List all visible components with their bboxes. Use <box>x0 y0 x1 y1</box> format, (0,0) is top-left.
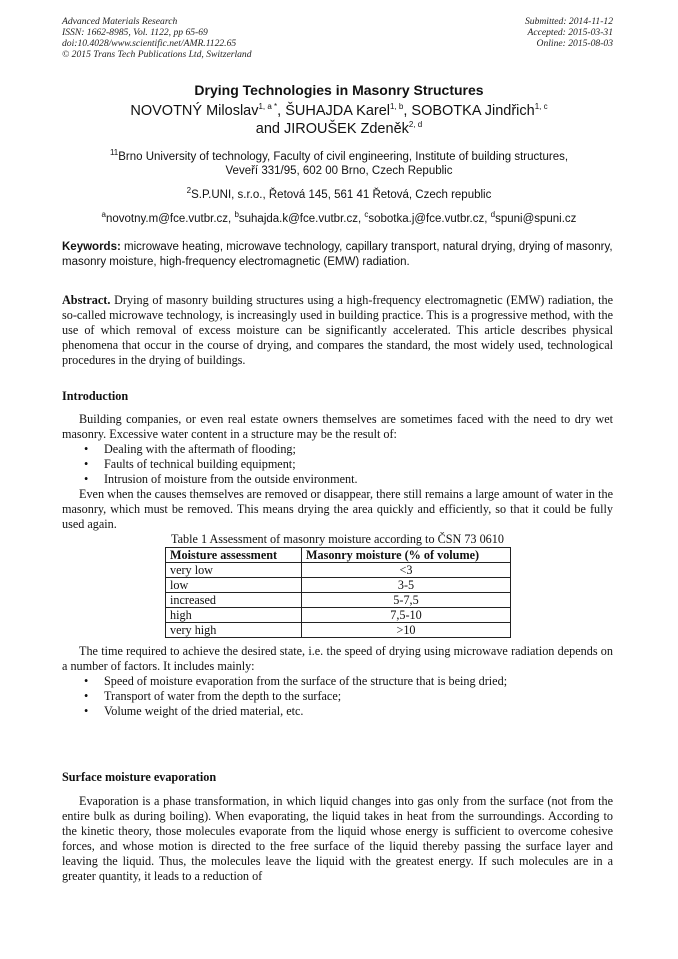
accepted-date: Accepted: 2015-03-31 <box>527 27 613 38</box>
column-header: Masonry moisture (% of volume) <box>302 548 511 563</box>
section-heading: Introduction <box>62 389 129 403</box>
section-heading: Surface moisture evaporation <box>62 770 217 784</box>
paragraph: The time required to achieve the desired state, i.e. the speed of drying using microwave radiation depends on a number of factors. It includes mainly: <box>62 644 613 673</box>
email[interactable]: $^c$sobotka.j@fce.vutbr.cz, <box>364 210 491 225</box>
affiliation-2: $^2$S.P.UNI, s.r.o., Řetová 145, 561 41 Řetová, Czech republic <box>186 186 492 201</box>
surface-evaporation-section <box>62 794 613 884</box>
table-caption: Table 1 Assessment of masonry moisture according to ČSN 73 0610 <box>171 532 504 546</box>
moisture-table <box>165 547 511 638</box>
bullet-list <box>62 674 613 719</box>
author: SOBOTKA Jindřich$^{1, c}$ <box>411 102 548 119</box>
introduction-section <box>62 412 613 719</box>
online-date: Online: 2015-08-03 <box>536 38 613 49</box>
table-cell: high <box>166 608 302 623</box>
journal-name: Advanced Materials Research <box>62 16 178 27</box>
issn-line: ISSN: 1662-8985, Vol. 1122, pp 65-69 <box>62 27 208 38</box>
table-row <box>166 578 511 593</box>
list-item: • Transport of water from the depth to the surface; <box>84 689 342 703</box>
email[interactable]: $^d$spuni@spuni.cz <box>490 210 577 225</box>
table-row <box>166 623 511 638</box>
keywords <box>62 240 613 270</box>
author: and JIROUŠEK Zdeněk$^{2, d}$ <box>255 120 423 137</box>
table-cell: 7,5-10 <box>302 608 511 623</box>
table-cell: increased <box>166 593 302 608</box>
email[interactable]: $^a$novotny.m@fce.vutbr.cz, <box>101 210 235 225</box>
table-cell: low <box>166 578 302 593</box>
doi-line[interactable]: doi:10.4028/www.scientific.net/AMR.1122.65 <box>62 38 237 49</box>
abstract-text: Drying of masonry building structures using a high-frequency electromagnetic (EMW) radiation, the so-called microwave technology, is increasingly used in building practice. This is a progressive method, with the use of which removal of excess moisture can be significantly accelerated. This article describes physical phenomena that occur in the course of drying, and compares the standard, the most widely used, technological procedures in the drying of buildings. <box>62 293 613 367</box>
abstract-label: Abstract. <box>62 293 111 307</box>
list-item: • Intrusion of moisture from the outside environment. <box>84 472 358 486</box>
author: NOVOTNÝ Miloslav$^{1, a *}$, <box>130 102 286 119</box>
table-cell: >10 <box>302 623 511 638</box>
author: ŠUHAJDA Karel$^{1, b}$, <box>285 102 412 119</box>
table-cell: 5-7,5 <box>302 593 511 608</box>
list-item: • Speed of moisture evaporation from the surface of the structure that is being dried; <box>84 674 508 688</box>
table-cell: very low <box>166 563 302 578</box>
list-item: • Faults of technical building equipment; <box>84 457 296 471</box>
list-item: • Dealing with the aftermath of flooding; <box>84 442 296 456</box>
table-cell: <3 <box>302 563 511 578</box>
title-block <box>0 82 678 226</box>
paragraph: Building companies, or even real estate owners themselves are sometimes faced with the need to dry wet masonry. Excessive water content in a structure may be the result of: <box>62 412 613 441</box>
bullet-list <box>62 442 613 487</box>
keywords-text: microwave heating, microwave technology, capillary transport, natural drying, drying of masonry, masonry moisture, high-frequency electromagnetic (EMW) radiation. <box>62 241 613 268</box>
table-row <box>166 563 511 578</box>
column-header: Moisture assessment <box>166 548 302 563</box>
copyright-line: © 2015 Trans Tech Publications Ltd, Switzerland <box>62 49 252 60</box>
dates-header <box>525 16 613 49</box>
table-cell: 3-5 <box>302 578 511 593</box>
email[interactable]: $^b$suhajda.k@fce.vutbr.cz, <box>234 210 365 225</box>
table-row <box>166 608 511 623</box>
list-item: • Volume weight of the dried material, etc. <box>84 704 304 718</box>
paragraph: Evaporation is a phase transformation, in which liquid changes into gas only from the surface (not from the entire bulk as during boiling). When evaporating, the liquid takes in heat from the surroundings. According to the kinetic theory, those molecules evaporate from the liquid whose energy is sufficient to overcome cohesive forces, and whose motion is directed to the free surface of the liquid thereby passing the surface layer and leaving the liquid. Thus, the molecules leave the liquid with the greatest energy. If such molecules are in a greater quantity, it leads to a reduction of <box>62 794 613 883</box>
paper-title: Drying Technologies in Masonry Structures <box>194 82 484 98</box>
journal-header <box>62 16 252 60</box>
author-emails <box>0 212 678 226</box>
table-cell: very high <box>166 623 302 638</box>
affiliation-1: $^{11}$Brno University of technology, Faculty of civil engineering, Institute of building structures, Veveří 331/95, 602 00 Brno, Czech Republic <box>109 148 569 177</box>
table-row <box>166 593 511 608</box>
paragraph: Even when the causes themselves are removed or disappear, there still remains a large amount of water in the masonry, which must be removed. This means drying the area quickly and efficiently, so that it could be fully used again. <box>62 487 613 531</box>
keywords-label: Keywords: <box>62 241 121 253</box>
submitted-date: Submitted: 2014-11-12 <box>524 16 613 27</box>
table-header-row <box>166 548 511 563</box>
author-list <box>0 102 678 138</box>
abstract <box>62 293 613 368</box>
